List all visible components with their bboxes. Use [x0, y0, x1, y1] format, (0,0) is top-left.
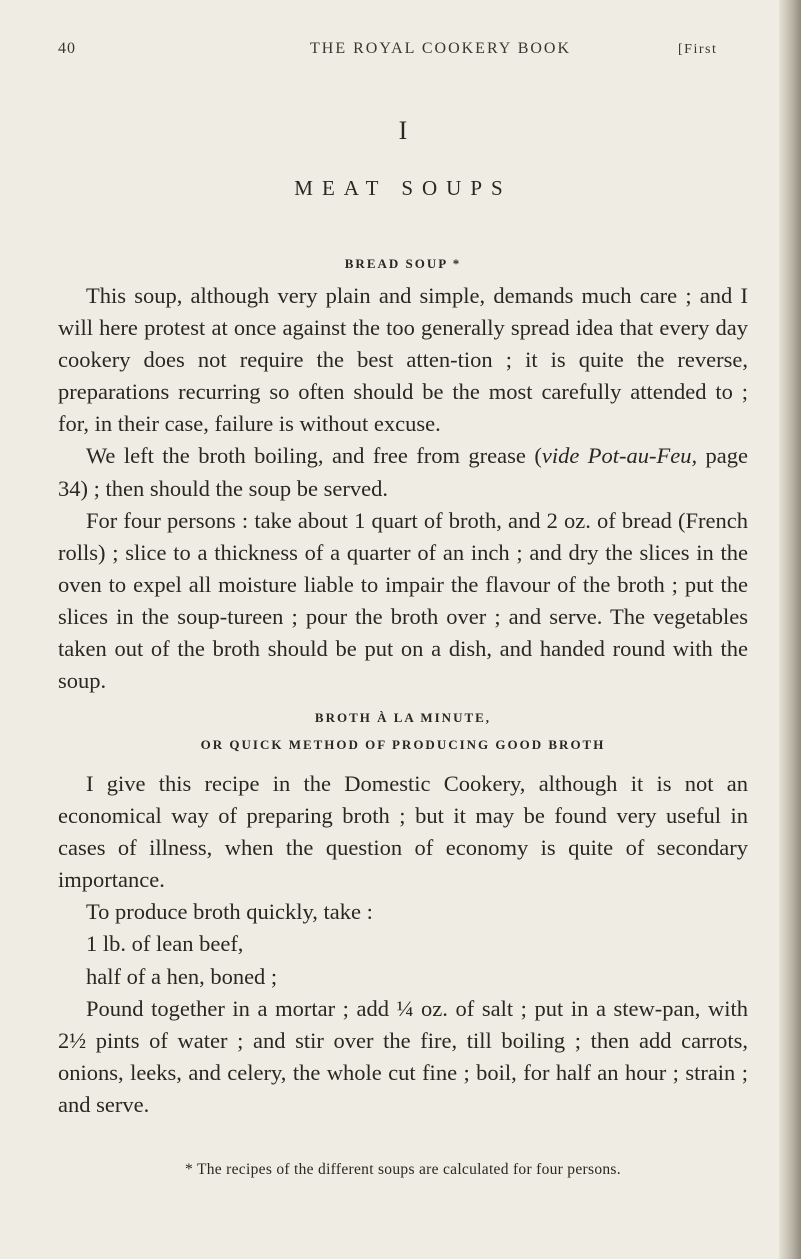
page-number: 40 [58, 40, 76, 57]
paragraph: Pound together in a mortar ; add ¼ oz. of salt ; put in a stew-pan, with 2½ pints of water ; and stir over the fire, till boiling ; then add carrots, onions, leeks, and celery, the whole cut fine ; boil, for half an hour ; strain ; and serve. [58, 995, 748, 1117]
recipe-title-bread-soup: BREAD SOUP * [344, 256, 462, 271]
book-title: THE ROYAL COOKERY BOOK [310, 40, 572, 57]
page-edge-shadow [779, 0, 801, 1259]
recipe-title-broth-a-la-minute: BROTH À LA MINUTE, [314, 710, 492, 725]
paragraph: To produce broth quickly, take : [86, 899, 373, 925]
running-head [58, 38, 758, 64]
recipe-subtitle-quick-method: OR QUICK METHOD OF PRODUCING GOOD BROTH [200, 737, 606, 752]
cross-reference: vide Pot-au-Feu, [541, 443, 698, 469]
paragraph: For four persons : take about 1 quart of broth, and 2 oz. of bread (French rolls) ; slice to a thickness of a quarter of an inch ; and dry the slices in the oven to expel all moisture liable to impair the flavour of the broth ; put the slices in the soup-tureen ; pour the broth over ; and serve. The vegetables taken out of the broth should be put on a dish, and handed round with the soup. [58, 507, 748, 694]
footnote: * The recipes of the different soups are calculated for four persons. [185, 1161, 621, 1178]
recipe-body-broth-a-la-minute [58, 768, 748, 1121]
chapter-number: I [398, 116, 408, 145]
section-label: [First [678, 42, 718, 57]
recipe-body-bread-soup [58, 280, 748, 697]
chapter-title: MEAT SOUPS [294, 176, 512, 200]
ingredient-line: 1 lb. of lean beef, [86, 931, 244, 957]
ingredient-line: half of a hen, boned ; [86, 963, 278, 989]
paragraph: We left the broth boiling, and free from grease (vide Pot-au-Feu, page 34) ; then should the soup be served. [58, 443, 748, 501]
paragraph: This soup, although very plain and simple, demands much care ; and I will here protest at once against the too generally spread idea that every day cookery does not require the best atten-tion ; it is quite the reverse, preparations recurring so often should be the most carefully attended to ; for, in their case, failure is without excuse. [58, 283, 748, 437]
paragraph: I give this recipe in the Domestic Cookery, although it is not an economical way of preparing broth ; but it may be found very useful in cases of illness, when the question of economy is quite of secondary importance. [58, 771, 748, 893]
